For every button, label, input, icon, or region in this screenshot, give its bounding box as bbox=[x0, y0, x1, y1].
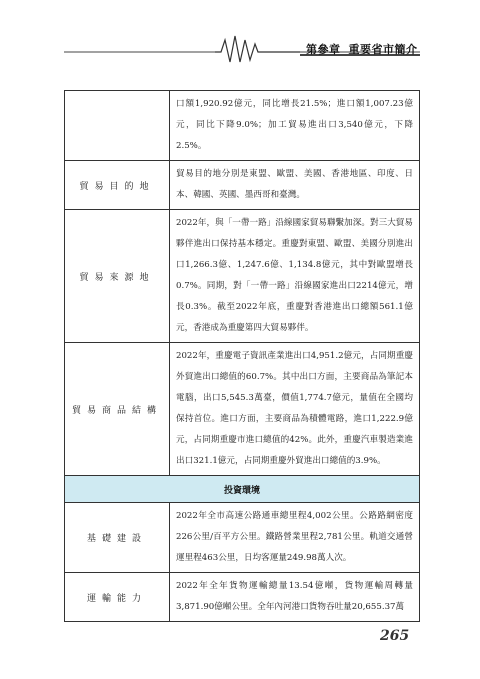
row-text: 口額1,920.92億元，同比增長21.5%；進口額1,007.23億元，同比下降9.0%；加工貿易進出口3,540億元，下降2.5%。 bbox=[170, 91, 420, 161]
row-label: 貿易目的地 bbox=[65, 161, 170, 210]
table-row bbox=[65, 91, 420, 161]
row-label: 基礎建設 bbox=[65, 503, 170, 573]
header-decoration bbox=[0, 0, 480, 70]
row-text: 2022年全年貨物運輸總量13.54億噸，貨物運輸周轉量3,871.90億噸公里。全年內河港口貨物吞吐量20,655.37萬 bbox=[170, 573, 420, 622]
table-row bbox=[65, 343, 420, 476]
row-text: 2022年全市高速公路通車總里程4,002公里。公路路網密度226公里/百平方公里。鐵路營業里程2,781公里。軌道交通營運里程463公里，日均客運量249.98萬人次。 bbox=[170, 503, 420, 573]
row-label: 貿易來源地 bbox=[65, 210, 170, 343]
table-row bbox=[65, 161, 420, 210]
row-text: 2022年，重慶電子資訊產業進出口4,951.2億元，占同期重慶外貿進出口總值的60.7%。其中出口方面，主要商品為筆記本電腦，出口5,545.3萬臺，價值1,774.7億元，量值在全國均保持首位。進口方面，主要商品為積體電路，進口1,222.9億元，占同期重慶市進口總值的42%。此外，重慶汽車製造業進出口321.1億元，占同期重慶外貿進出口總值的3.9%。 bbox=[170, 343, 420, 476]
page-header bbox=[0, 0, 480, 70]
chapter-heading bbox=[306, 41, 418, 57]
section-header-row bbox=[65, 476, 420, 503]
table-row bbox=[65, 573, 420, 622]
section-title: 投資環境 bbox=[65, 476, 420, 503]
chapter-number: 第參章 bbox=[306, 43, 341, 56]
chapter-name: 重要省市簡介 bbox=[348, 43, 418, 56]
row-text: 貿易目的地分別是東盟、歐盟、美國、香港地區、印度、日本、韓國、英國、墨西哥和臺灣。 bbox=[170, 161, 420, 210]
row-label bbox=[65, 91, 170, 161]
row-label: 貿易商品結構 bbox=[65, 343, 170, 476]
page-number: 265 bbox=[380, 628, 410, 644]
info-table bbox=[64, 90, 420, 622]
row-text: 2022年，與「一帶一路」沿線國家貿易聯繫加深。對三大貿易夥伴進出口保持基本穩定。重慶對東盟、歐盟、美國分別進出口1,266.3億、1,247.6億、1,134.8億元，其中對歐盟增長0.7%。同期，對「一帶一路」沿線國家進出口2214億元，增長0.3%。截至2022年底，重慶對香港進出口總額561.1億元，香港成為重慶第四大貿易夥伴。 bbox=[170, 210, 420, 343]
table-row bbox=[65, 503, 420, 573]
table-row bbox=[65, 210, 420, 343]
row-label: 運輸能力 bbox=[65, 573, 170, 622]
heartbeat-line-icon bbox=[215, 36, 300, 62]
